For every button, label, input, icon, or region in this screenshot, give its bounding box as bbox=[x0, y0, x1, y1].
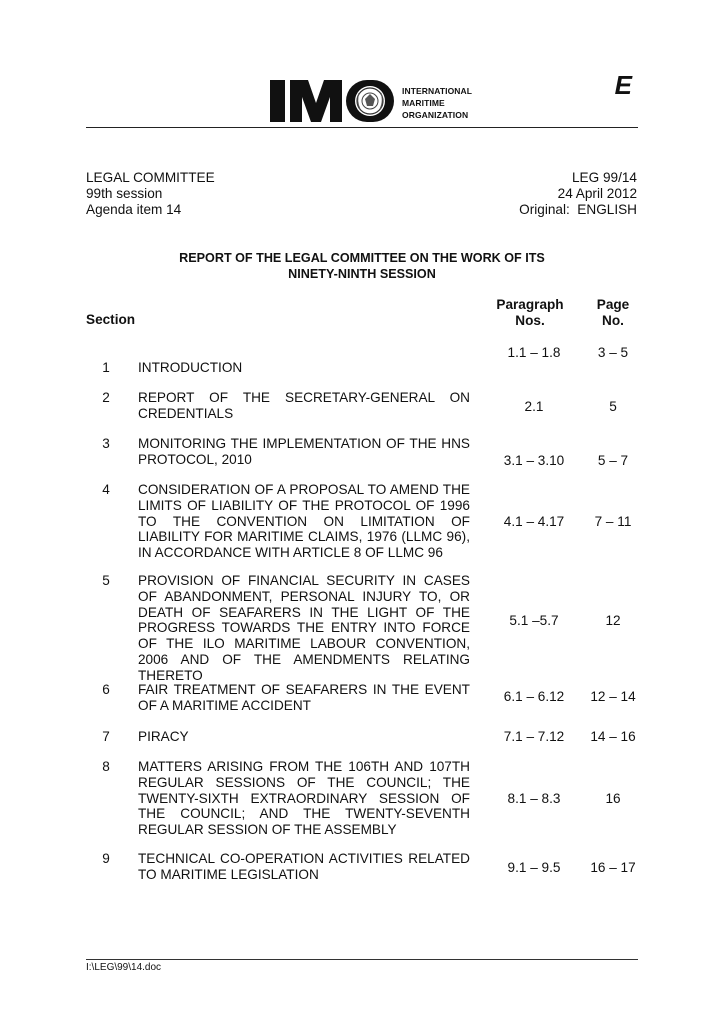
meta-right bbox=[519, 170, 637, 218]
toc-header-page bbox=[588, 297, 638, 329]
toc-header-paragraph bbox=[480, 297, 580, 329]
header-line: Page bbox=[596, 297, 630, 312]
section-number: 8 bbox=[102, 759, 110, 774]
section-number: 2 bbox=[102, 390, 110, 405]
organization-line: MARITIME bbox=[402, 98, 445, 108]
page-range: 5 bbox=[609, 399, 617, 414]
document-title bbox=[86, 250, 638, 282]
paragraph-range: 5.1 –5.7 bbox=[509, 613, 559, 628]
paragraph-range: 7.1 – 7.12 bbox=[503, 729, 565, 744]
section-title: INTRODUCTION bbox=[138, 360, 243, 375]
header-line: No. bbox=[602, 313, 624, 328]
page-range: 12 – 14 bbox=[590, 689, 636, 704]
section-number: 5 bbox=[102, 573, 110, 588]
section-number: 1 bbox=[102, 360, 110, 375]
header-rule bbox=[86, 127, 638, 128]
paragraph-range: 6.1 – 6.12 bbox=[503, 689, 565, 704]
file-path: I:\LEG\99\14.doc bbox=[86, 962, 162, 973]
original-language: Original: ENGLISH bbox=[519, 202, 637, 217]
title-line: REPORT OF THE LEGAL COMMITTEE ON THE WORK OF ITS bbox=[179, 251, 545, 265]
section-title: TECHNICAL CO-OPERATION ACTIVITIES RELATED TO MARITIME LEGISLATION bbox=[138, 851, 470, 882]
page-range: 7 – 11 bbox=[594, 514, 632, 529]
page-range: 16 bbox=[605, 791, 621, 806]
paragraph-range: 3.1 – 3.10 bbox=[503, 453, 565, 468]
organization-line: INTERNATIONAL bbox=[402, 86, 473, 96]
section-number: 7 bbox=[102, 729, 110, 744]
page-range: 12 bbox=[605, 613, 621, 628]
title-line: NINETY-NINTH SESSION bbox=[288, 267, 436, 281]
agenda-item: Agenda item 14 bbox=[86, 202, 182, 217]
imo-logo bbox=[270, 79, 395, 123]
imo-logo-mark bbox=[270, 79, 395, 123]
section-title: MATTERS ARISING FROM THE 106TH AND 107TH REGULAR SESSIONS OF THE COUNCIL; THE TWENTY-SIXTH EXTRAORDINARY SESSION OF THE COUNCIL; AND THE TWENTY-SEVENTH REGULAR SESSION OF THE ASSEMBLY bbox=[138, 759, 470, 838]
session: 99th session bbox=[86, 186, 163, 201]
page-range: 14 – 16 bbox=[590, 729, 636, 744]
section-title: MONITORING THE IMPLEMENTATION OF THE HNS PROTOCOL, 2010 bbox=[138, 436, 470, 467]
toc-header-section: Section bbox=[86, 312, 136, 327]
page-range: 16 – 17 bbox=[590, 860, 636, 875]
section-number: 6 bbox=[102, 682, 110, 697]
header-line: Nos. bbox=[515, 313, 545, 328]
footer-rule bbox=[86, 959, 638, 960]
organization-name bbox=[402, 85, 472, 121]
section-title: PROVISION OF FINANCIAL SECURITY IN CASES OF ABANDONMENT, PERSONAL INJURY TO, OR DEATH OF SEAFARERS IN THE LIGHT OF THE PROGRESS TOWARDS THE ENTRY INTO FORCE OF THE ILO MARITIME LABOUR CONVENTION, 2006 AND OF THE AMENDMENTS RELATING THERETO bbox=[138, 573, 470, 683]
organization-line: ORGANIZATION bbox=[402, 110, 469, 120]
section-number: 3 bbox=[102, 436, 110, 451]
section-title: REPORT OF THE SECRETARY-GENERAL ON CREDENTIALS bbox=[138, 390, 470, 421]
header-line: Paragraph bbox=[496, 297, 564, 312]
paragraph-range: 8.1 – 8.3 bbox=[507, 791, 561, 806]
committee-name: LEGAL COMMITTEE bbox=[86, 170, 215, 185]
section-title: PIRACY bbox=[138, 729, 189, 744]
document-date: 24 April 2012 bbox=[557, 186, 637, 201]
paragraph-range: 9.1 – 9.5 bbox=[507, 860, 561, 875]
paragraph-range: 1.1 – 1.8 bbox=[507, 345, 561, 360]
section-number: 4 bbox=[102, 482, 110, 497]
meta-left bbox=[86, 170, 215, 218]
page-range: 5 – 7 bbox=[597, 453, 629, 468]
document-symbol: LEG 99/14 bbox=[572, 170, 637, 185]
language-code: E bbox=[614, 70, 632, 100]
paragraph-range: 4.1 – 4.17 bbox=[503, 514, 565, 529]
section-title: CONSIDERATION OF A PROPOSAL TO AMEND THE LIMITS OF LIABILITY OF THE PROTOCOL OF 1996 TO THE CONVENTION ON LIMITATION OF LIABILITY FOR MARITIME CLAIMS, 1976 (LLMC 96), IN ACCORDANCE WITH ARTICLE 8 OF LLMC 96 bbox=[138, 482, 470, 561]
section-number: 9 bbox=[102, 851, 110, 866]
paragraph-range: 2.1 bbox=[524, 399, 544, 414]
page-range: 3 – 5 bbox=[597, 345, 629, 360]
section-title: FAIR TREATMENT OF SEAFARERS IN THE EVENT OF A MARITIME ACCIDENT bbox=[138, 682, 470, 713]
